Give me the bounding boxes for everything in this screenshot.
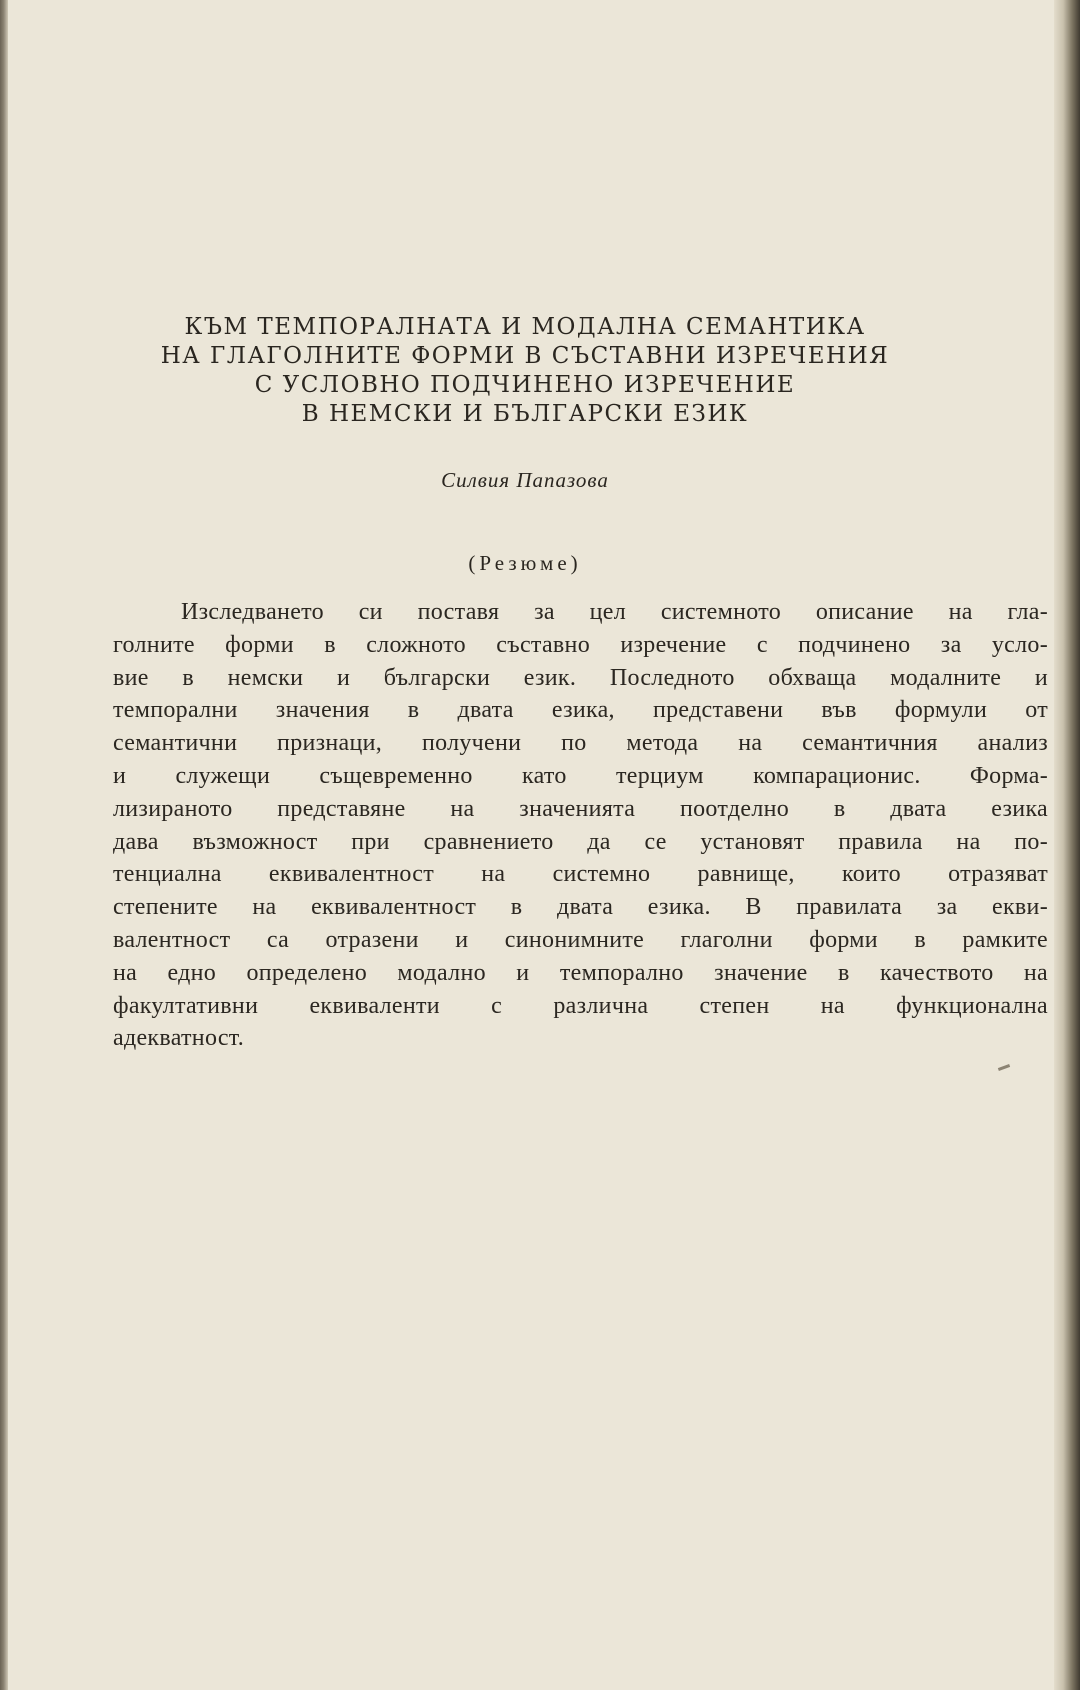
- body-line: адекватност.: [113, 1025, 245, 1052]
- body-line: тенциална еквивалентност на системно равнище, които отразяват: [113, 861, 1048, 888]
- author-name: Силвия Папазова: [441, 468, 609, 492]
- body-line: темпорални значения в двата езика, представени във формули от: [113, 697, 1048, 724]
- body-line: голните форми в сложното съставно изречение с подчинено за усло-: [113, 631, 1048, 658]
- abstract-label: (Резюме): [468, 551, 582, 575]
- title-line: НА ГЛАГОЛНИТЕ ФОРМИ В СЪСТАВНИ ИЗРЕЧЕНИЯ: [160, 343, 890, 369]
- body-line: на едно определено модално и темпорално значение в качеството на: [113, 959, 1048, 986]
- body-line: лизираното представяне на значенията поотделно в двата езика: [113, 795, 1048, 822]
- body-line: факултативни еквиваленти с различна степен на функционална: [113, 992, 1048, 1019]
- body-line: Изследването си поставя за цел системното описание на гла-: [181, 599, 1048, 625]
- abstract-body: [113, 596, 1048, 1055]
- body-line: валентност са отразени и синонимните глаголни форми в рамките: [113, 926, 1048, 953]
- title-line: КЪМ ТЕМПОРАЛНАТА И МОДАЛНА СЕМАНТИКА: [184, 314, 866, 340]
- stray-pen-mark: [998, 1064, 1010, 1071]
- body-line: вие в немски и български език. Последното обхваща модалните и: [113, 664, 1048, 691]
- body-line: степените на еквивалентност в двата езика. В правилата за екви-: [113, 894, 1048, 921]
- title-line: С УСЛОВНО ПОДЧИНЕНО ИЗРЕЧЕНИЕ: [254, 372, 796, 398]
- body-line: дава възможност при сравнението да се установят правила на по-: [113, 828, 1048, 855]
- title-line: В НЕМСКИ И БЪЛГАРСКИ ЕЗИК: [301, 401, 749, 427]
- body-line: и служещи същевременно като терциум компарационис. Форма-: [113, 762, 1048, 789]
- article-title: [160, 313, 890, 429]
- page-left-edge: [0, 0, 8, 1690]
- page-right-edge: [1054, 0, 1080, 1690]
- body-line: семантични признаци, получени по метода на семантичния анализ: [113, 730, 1048, 757]
